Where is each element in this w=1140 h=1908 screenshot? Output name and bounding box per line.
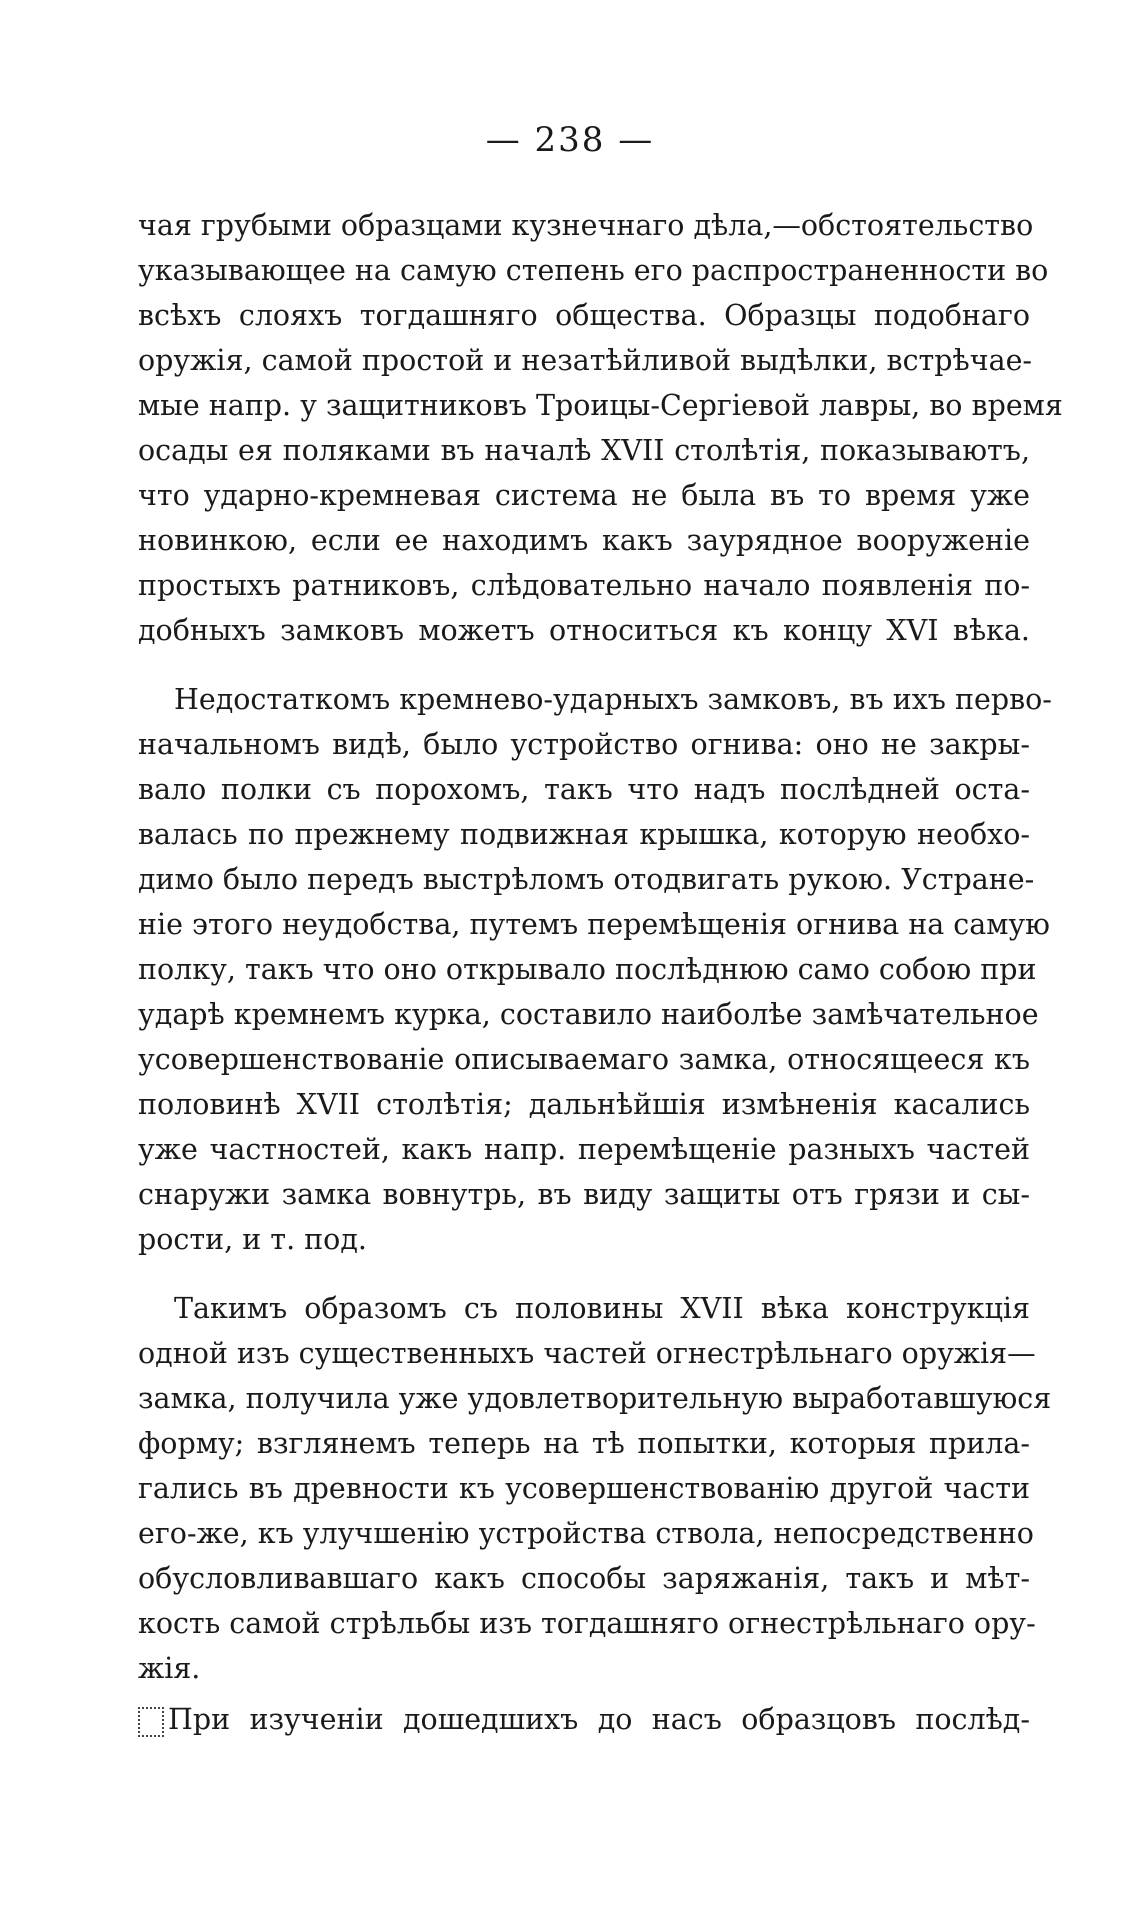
text-line-with-ornament <box>138 1697 1030 1742</box>
text-line: валась по прежнему подвижная крышка, которую необхо- <box>138 818 1030 851</box>
text-line: одной изъ существенныхъ частей огнестрѣльнаго оружія— <box>138 1337 1036 1370</box>
text-line: снаружи замка вовнутрь, въ виду защиты отъ грязи и сы- <box>138 1178 1030 1211</box>
text-line: Такимъ образомъ съ половины XVII вѣка конструкція <box>174 1292 1030 1325</box>
page-number: — 238 — <box>485 120 655 160</box>
text-line: вало полки съ порохомъ, такъ что надъ послѣдней оста- <box>138 773 1030 806</box>
text-line: уже частностей, какъ напр. перемѣщеніе разныхъ частей <box>138 1133 1030 1166</box>
ornament-icon <box>138 1707 164 1737</box>
text-line: добныхъ замковъ можетъ относиться къ концу XVI вѣка. <box>138 614 1030 647</box>
paragraph-1 <box>138 203 1063 653</box>
text-line: жія. <box>138 1652 201 1685</box>
text-line: указывающее на самую степень его распространенности во <box>138 254 1049 287</box>
paragraph-2 <box>138 677 1052 1262</box>
text-line: его-же, къ улучшенію устройства ствола, непосредственно <box>138 1517 1034 1550</box>
text-line: димо было передъ выстрѣломъ отодвигать рукою. Устране- <box>138 863 1035 896</box>
text-line: половинѣ XVII столѣтія; дальнѣйшія измѣненія касались <box>138 1088 1030 1121</box>
text-line: форму; взглянемъ теперь на тѣ попытки, которыя прила- <box>138 1427 1030 1460</box>
text-line: новинкою, если ее находимъ какъ заурядное вооруженіе <box>138 524 1030 557</box>
text-line: гались въ древности къ усовершенствованію другой части <box>138 1472 1030 1505</box>
text-line: простыхъ ратниковъ, слѣдовательно начало появленія по- <box>138 569 1030 602</box>
text-line: всѣхъ слояхъ тогдашняго общества. Образцы подобнаго <box>138 299 1030 332</box>
text-line: Недостаткомъ кремнево-ударныхъ замковъ, въ ихъ перво- <box>174 683 1052 716</box>
paragraph-4 <box>138 1697 1030 1742</box>
text-line: осады ея поляками въ началѣ XVII столѣтія, показываютъ, <box>138 434 1030 467</box>
paragraph-3 <box>138 1286 1052 1691</box>
text-line: рости, и т. под. <box>138 1223 367 1256</box>
text-line: обусловливавшаго какъ способы заряжанія, такъ и мѣт- <box>138 1562 1030 1595</box>
text-line: усовершенствованіе описываемаго замка, относящееся къ <box>138 1043 1030 1076</box>
text-line: кость самой стрѣльбы изъ тогдашняго огнестрѣльнаго ору- <box>138 1607 1036 1640</box>
text-line: ніе этого неудобства, путемъ перемѣщенія огнива на самую <box>138 908 1050 941</box>
text-line: чая грубыми образцами кузнечнаго дѣла,—обстоятельство <box>138 209 1034 242</box>
text-line: полку, такъ что оно открывало послѣднюю само собою при <box>138 953 1037 986</box>
text-line: оружія, самой простой и незатѣйливой выдѣлки, встрѣчае- <box>138 344 1033 377</box>
text-line: начальномъ видѣ, было устройство огнива: оно не закры- <box>138 728 1030 761</box>
text-line: ударѣ кремнемъ курка, составило наиболѣе замѣчательное <box>138 998 1039 1031</box>
text-line: замка, получила уже удовлетворительную выработавшуюся <box>138 1382 1052 1415</box>
text-line: мые напр. у защитниковъ Троицы-Сергіевой лавры, во время <box>138 389 1063 422</box>
body-text <box>138 203 1063 1742</box>
text-line: При изученіи дошедшихъ до насъ образцовъ послѣд- <box>168 1703 1030 1736</box>
text-line: что ударно-кремневая система не была въ то время уже <box>138 479 1030 512</box>
